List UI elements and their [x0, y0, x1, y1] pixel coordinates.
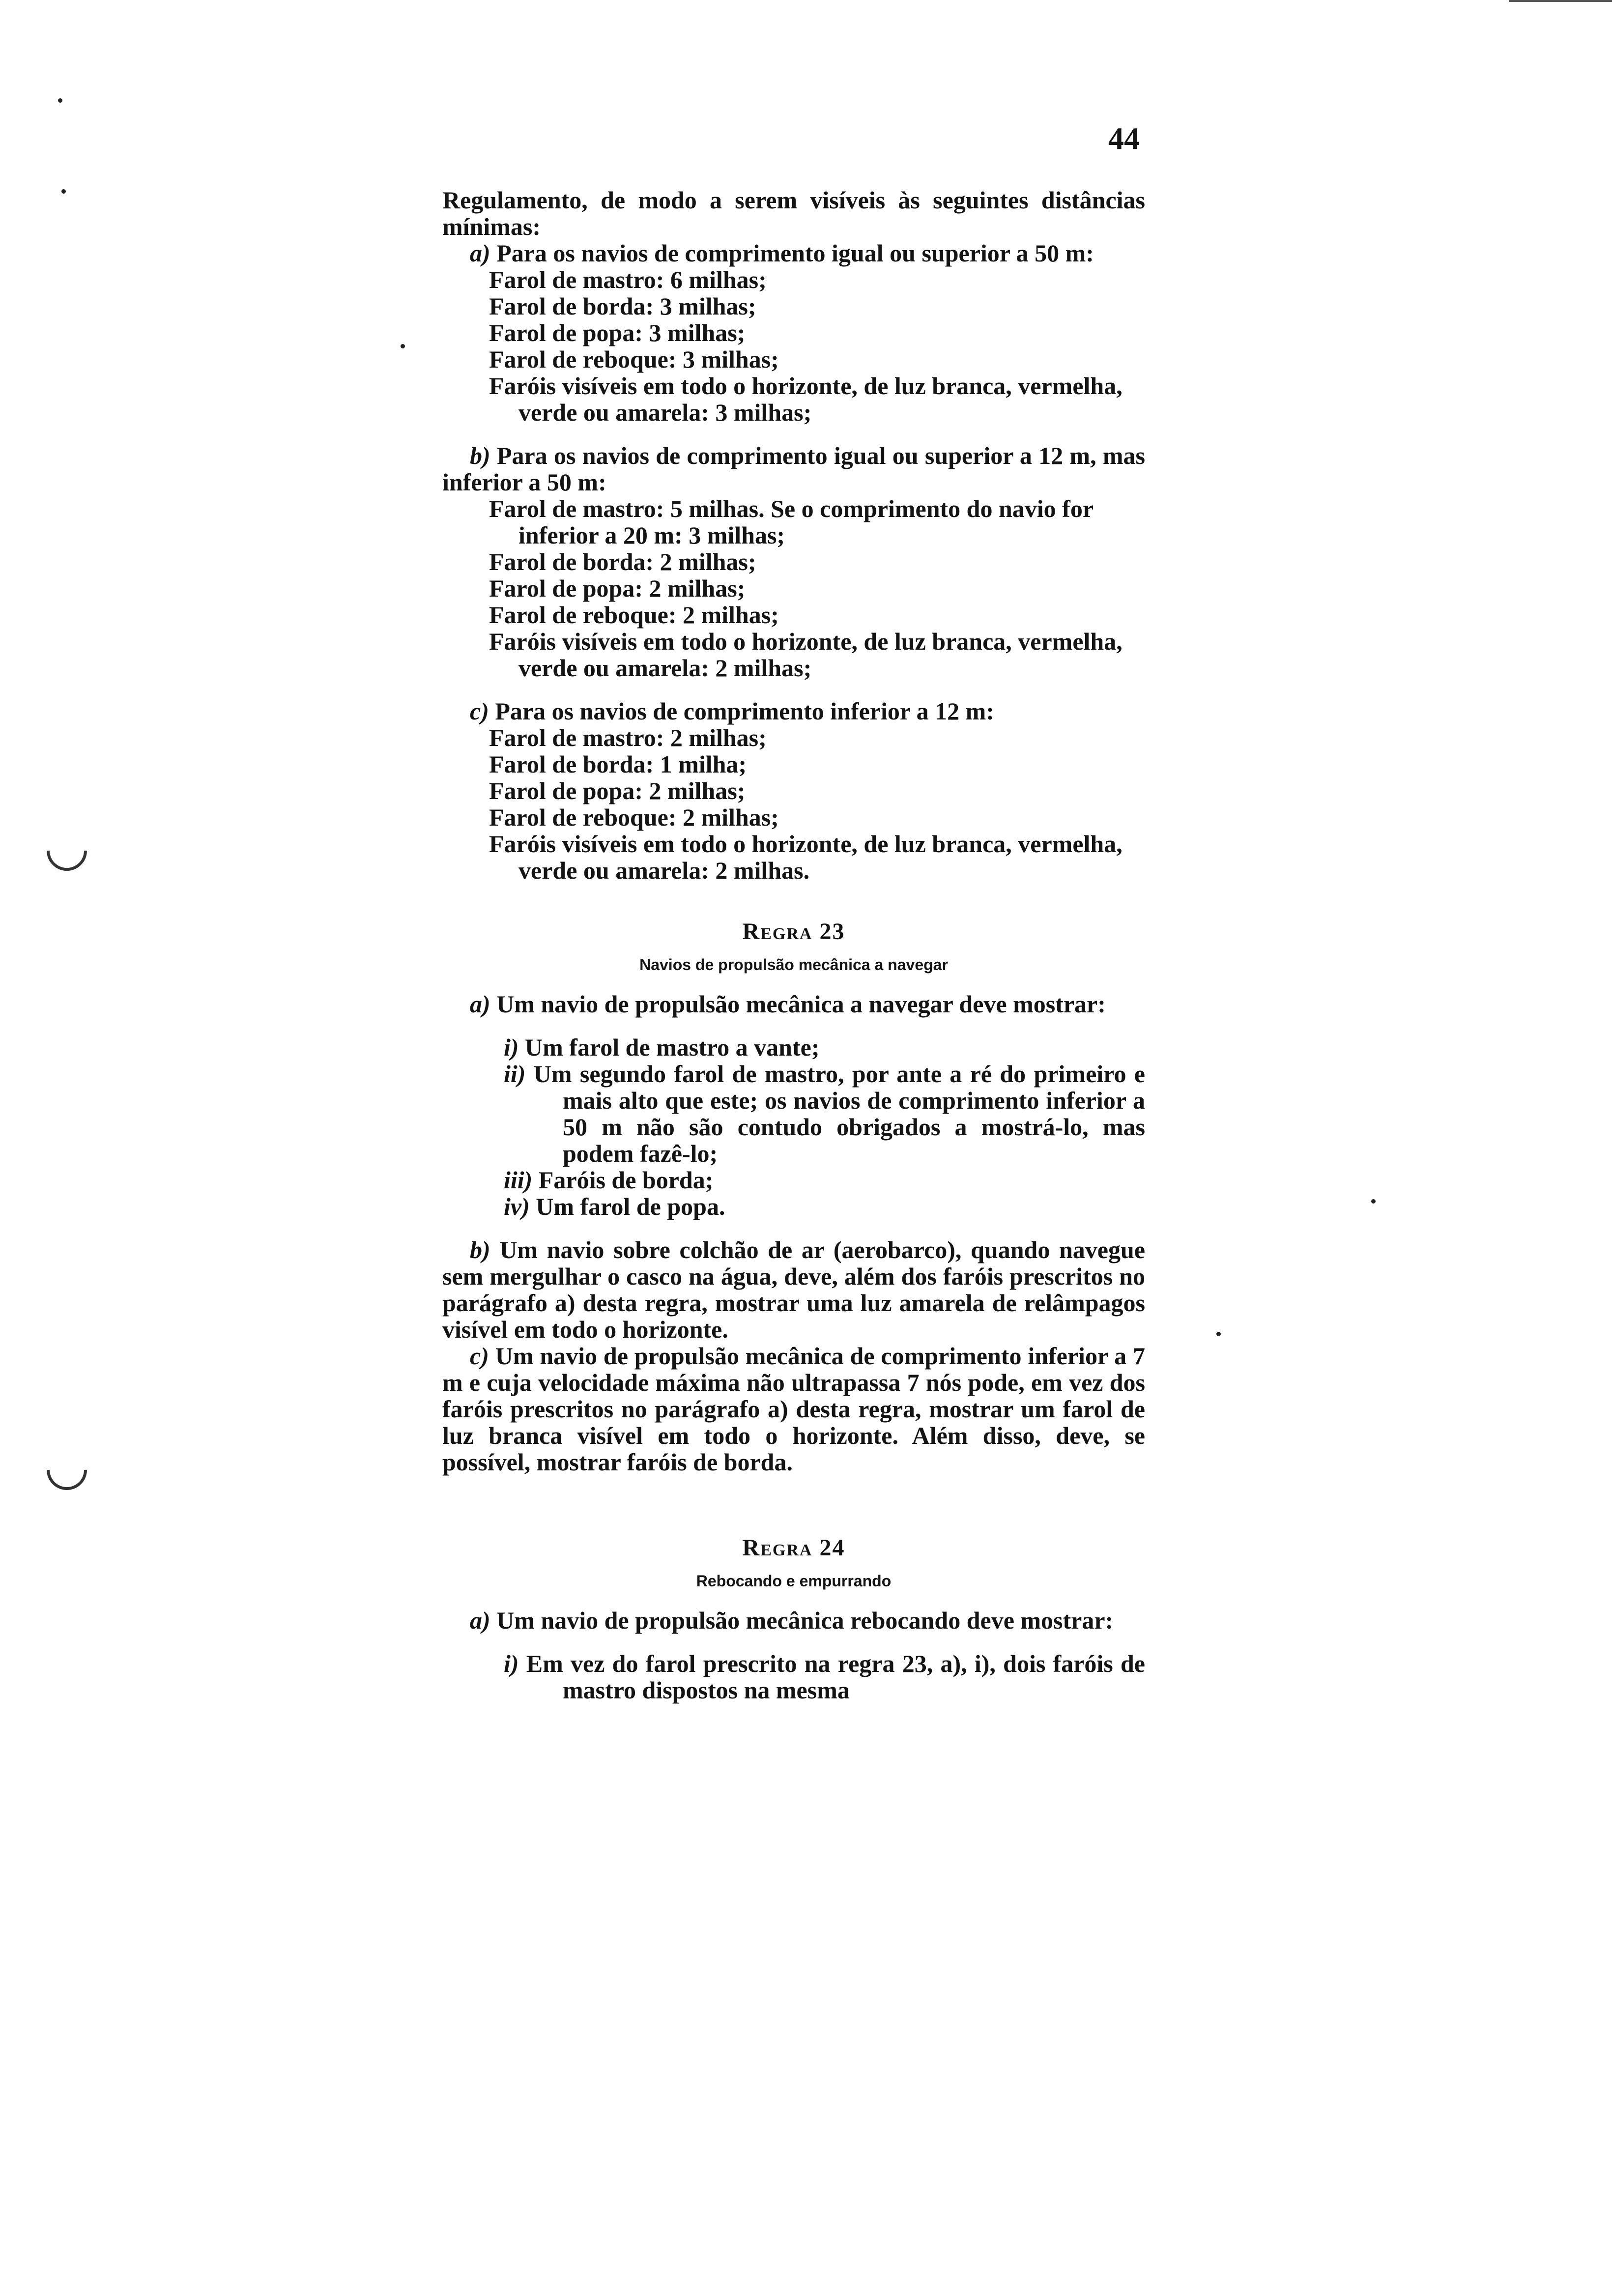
intro-line: Regulamento, de modo a serem visíveis às seguintes distâncias mínimas: — [442, 186, 1145, 240]
list-item: Farol de borda: 3 milhas; — [489, 292, 756, 320]
paragraph-c-distances — [442, 698, 1145, 724]
list-item: Faróis visíveis em todo o horizonte, de luz branca, vermelha, verde ou amarela: 2 milhas. — [489, 830, 1123, 884]
item-label: i) — [504, 1033, 519, 1061]
list-item — [504, 1034, 1145, 1061]
paragraph-label: a) — [470, 239, 490, 267]
rule-23-subtitle: Navios de propulsão mecânica a navegar — [639, 956, 948, 974]
paragraph-text: Um navio de propulsão mecânica a navegar deve mostrar: — [490, 990, 1106, 1018]
page-content — [442, 187, 1145, 1703]
paragraph-text: Um navio de propulsão mecânica de comprimento inferior a 7 m e cuja velocidade máxima não ultrapassa 7 nós pode, em vez dos faróis prescritos no parágrafo a) desta regra, mostrar um farol de luz branca visível em todo o horizonte. Além disso, deve, se possível, mostrar faróis de borda. — [442, 1342, 1145, 1476]
paragraph-text: Para os navios de comprimento inferior a 12 m: — [489, 697, 994, 725]
scan-speck — [61, 189, 66, 194]
paragraph-text: Para os navios de comprimento igual ou superior a 12 m, mas inferior a 50 m: — [442, 442, 1145, 496]
rule-23-light-list — [504, 1034, 1145, 1220]
paragraph-label: b) — [470, 1236, 490, 1263]
scan-speck — [58, 98, 62, 103]
scan-speck — [401, 344, 405, 348]
paragraph-text: Um navio sobre colchão de ar (aerobarco), quando navegue sem mergulhar o casco na água, deve, além dos faróis prescritos no parágrafo a) desta regra, mostrar uma luz amarela de relâmpagos visível em todo o horizonte. — [442, 1236, 1145, 1343]
distance-list-c — [489, 724, 1145, 884]
scan-edge-line — [1509, 0, 1612, 2]
paragraph-text: Um navio de propulsão mecânica rebocando deve mostrar: — [490, 1607, 1114, 1634]
page-number: 44 — [1108, 121, 1140, 156]
list-item: Farol de mastro: 5 milhas. Se o comprimento do navio for inferior a 20 m: 3 milhas; — [489, 495, 1094, 549]
item-label: iii) — [504, 1166, 533, 1194]
paragraph-label: c) — [470, 697, 489, 725]
paragraph-label: a) — [470, 990, 490, 1018]
list-item: Farol de popa: 2 milhas; — [489, 574, 746, 602]
list-item: Farol de mastro: 6 milhas; — [489, 266, 767, 293]
list-item — [504, 1193, 1145, 1220]
list-item: Farol de mastro: 2 milhas; — [489, 724, 767, 751]
list-item: Faróis visíveis em todo o horizonte, de luz branca, vermelha, verde ou amarela: 2 milhas; — [489, 628, 1123, 682]
item-text: Um farol de popa. — [536, 1193, 725, 1220]
list-item: Farol de borda: 1 milha; — [489, 750, 747, 778]
paragraph-label: b) — [470, 442, 490, 469]
rule-24-item-list — [504, 1650, 1145, 1703]
paragraph-label: c) — [470, 1342, 489, 1370]
list-item — [504, 1061, 1145, 1167]
rule-24-paragraph-a — [442, 1607, 1145, 1634]
item-text: Em vez do farol prescrito na regra 23, a), i), dois faróis de mastro dispostos na mesma — [526, 1650, 1145, 1704]
scan-speck — [1371, 1199, 1376, 1204]
list-item: Farol de reboque: 2 milhas; — [489, 601, 779, 629]
distance-list-a — [489, 266, 1145, 426]
distance-list-b — [489, 495, 1145, 681]
rule-24-subtitle: Rebocando e empurrando — [696, 1572, 892, 1590]
paragraph-b-distances — [442, 442, 1145, 495]
list-item: Farol de reboque: 2 milhas; — [489, 804, 779, 831]
rule-23-paragraph-a — [442, 991, 1145, 1017]
item-text: Faróis de borda; — [538, 1166, 714, 1194]
paragraph-a-distances — [442, 240, 1145, 266]
binding-hole-mark — [38, 822, 95, 879]
list-item — [504, 1167, 1145, 1193]
list-item: Farol de reboque: 3 milhas; — [489, 345, 779, 373]
list-item: Faróis visíveis em todo o horizonte, de luz branca, vermelha, verde ou amarela: 3 milhas; — [489, 372, 1123, 426]
paragraph-label: a) — [470, 1607, 490, 1634]
list-item: Farol de borda: 2 milhas; — [489, 548, 756, 575]
scan-speck — [1216, 1332, 1221, 1336]
item-label: iv) — [504, 1193, 530, 1220]
list-item: Farol de popa: 3 milhas; — [489, 319, 746, 346]
rule-24-heading: Regra 24 — [742, 1535, 845, 1561]
list-item — [504, 1650, 1145, 1703]
paragraph-text: Para os navios de comprimento igual ou superior a 50 m: — [490, 239, 1094, 267]
rule-23-paragraph-b — [442, 1236, 1145, 1343]
item-text: Um segundo farol de mastro, por ante a ré do primeiro e mais alto que este; os navios de comprimento inferior a 50 m não são contudo obrigados a mostrá-lo, mas podem fazê-lo; — [533, 1060, 1145, 1167]
rule-23-paragraph-c — [442, 1343, 1145, 1475]
list-item: Farol de popa: 2 milhas; — [489, 777, 746, 804]
item-label: i) — [504, 1650, 519, 1677]
item-text: Um farol de mastro a vante; — [525, 1033, 820, 1061]
rule-23-heading: Regra 23 — [742, 918, 845, 945]
binding-hole-mark — [38, 1441, 95, 1498]
item-label: ii) — [504, 1060, 526, 1088]
